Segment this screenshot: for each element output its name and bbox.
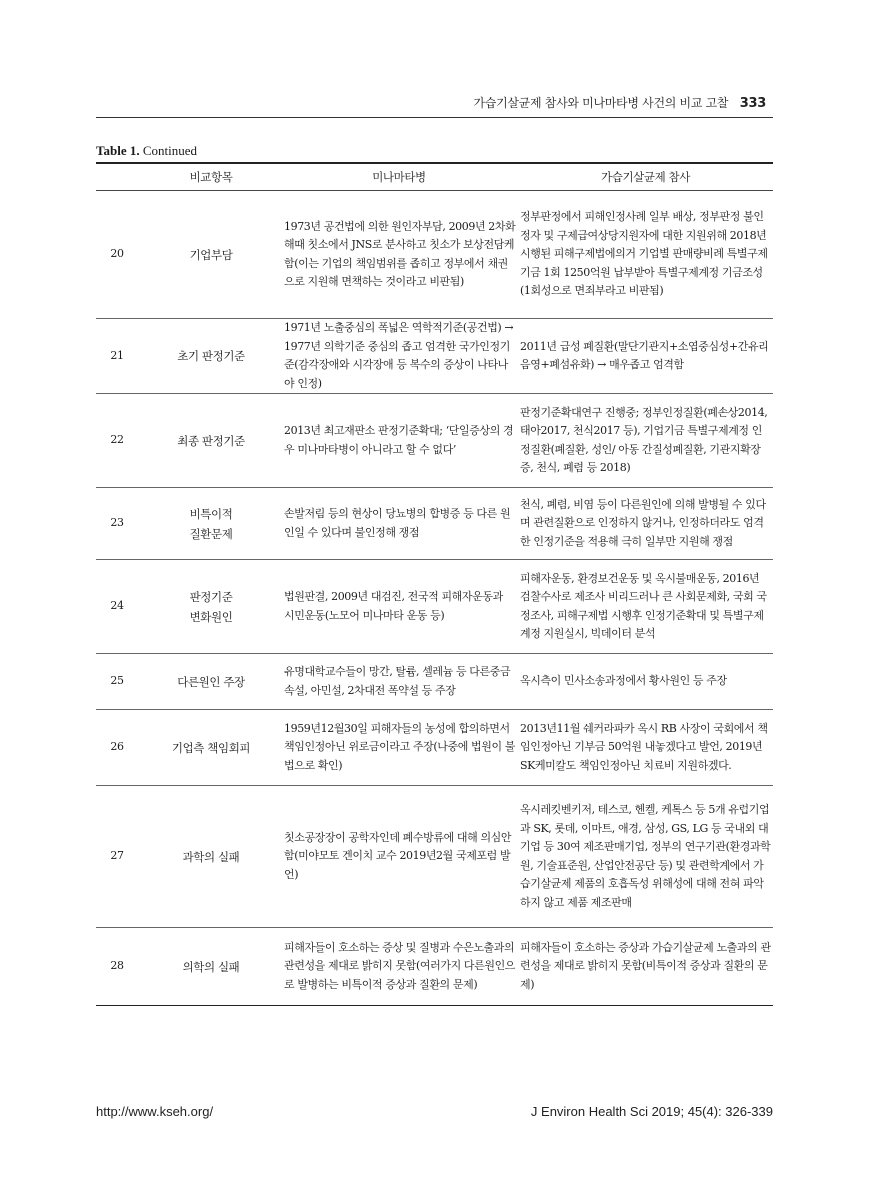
row-number: 22: [110, 433, 124, 447]
row-humidifier: 2013년11월 쉐커라파카 옥시 RB 사장이 국회에서 책임인정아닌 기부금 50억원 내놓겠다고 발언, 2019년 SK케미칼도 책임인정아닌 치료비 지원하겠다.: [520, 721, 768, 772]
row-number: 24: [110, 599, 124, 613]
column-header-humidifier: 가습기살균제 참사: [601, 169, 690, 184]
running-head: [474, 94, 766, 111]
row-minamata: 법원판결, 2009년 대검진, 전국적 피해자운동과 시민운동(노모어 미나마타 운동 등): [284, 590, 503, 622]
row-number: 21: [110, 348, 124, 362]
row-number: 23: [110, 516, 124, 530]
column-header-item: 비교항목: [189, 169, 233, 184]
row-number: 20: [110, 247, 124, 261]
table-caption: [96, 143, 197, 159]
table-row: [96, 786, 773, 928]
row-minamata: 2013년 최고재판소 판정기준확대; ‘단일증상의 경우 미나마타병이 아니라고 할 수 없다’: [284, 424, 514, 456]
row-minamata: 1959년12월30일 피해자들의 농성에 합의하면서 책임인정아닌 위로금이라고 주장(나중에 법원이 불법으로 확인): [284, 721, 516, 772]
table-row: [96, 394, 773, 488]
table-row: [96, 319, 773, 394]
row-item: 기업측 책임회피: [171, 740, 251, 755]
column-header-minamata: 미나마타병: [372, 169, 426, 184]
row-minamata: 피해자들이 호소하는 증상 및 질병과 수은노출과의 관련성을 제대로 밝히지 못함(여러가지 다른원인으로 발병하는 비특이적 증상과 질환의 문제): [284, 940, 516, 991]
table-row: [96, 488, 773, 560]
row-item: 과학의 실패: [182, 849, 240, 864]
table-body: [96, 191, 773, 1006]
row-humidifier: 판정기준확대연구 진행중; 정부인정질환(폐손상2014, 태아2017, 천식2017 등), 기업기금 특별구제계정 인정질환(폐질환, 성인/ 아동 간질성폐질환, 기관지확장증, 천식, 폐렴 등 2018): [520, 405, 768, 474]
row-humidifier: 피해자운동, 환경보건운동 및 옥시불매운동, 2016년 검찰수사로 제조사 비리드러나 큰 사회문제화, 국회 국정조사, 피해구제법 시행후 인정기준확대 및 특별구제계정 지원실시, 빅데이터 분석: [520, 571, 767, 640]
table-row: [96, 560, 773, 654]
row-minamata: 1971년 노출중심의 폭넓은 역학적기준(공건법) → 1977년 의학기준 중심의 좁고 엄격한 국가인정기준(감각장애와 시각장애 등 복수의 증상이 나타나야 인정): [284, 321, 514, 390]
page-number: 333: [739, 96, 766, 111]
table-row: [96, 654, 773, 710]
table-caption-text: Continued: [142, 143, 198, 158]
row-item: 다른원인 주장: [177, 674, 245, 689]
row-number: 27: [110, 849, 124, 863]
row-number: 26: [110, 740, 124, 754]
row-humidifier: 옥시레킷벤키저, 테스코, 헨켈, 케톡스 등 5개 유럽기업과 SK, 롯데, 이마트, 애경, 삼성, GS, LG 등 국내외 대기업 등 30여 제조판매기업, 정부의 연구기관(환경과학원, 기술표준원, 산업안전공단 등) 및 관련학계에서 가습기살균제 제품의 호흡독성 위해성에 대해 전혀 파악하지 않고 제품 제조판매: [520, 803, 771, 909]
footer-citation: J Environ Health Sci 2019; 45(4): 326-339: [530, 1104, 773, 1119]
header-rule: [96, 117, 773, 118]
row-humidifier: 피해자들이 호소하는 증상과 가습기살균제 노출과의 관련성을 제대로 밝히지 못함(비특이적 증상과 질환의 문제): [520, 940, 771, 991]
row-item: 판정기준 변화원인: [189, 589, 233, 624]
row-humidifier: 천식, 폐렴, 비염 등이 다른원인에 의해 발병될 수 있다며 관련질환으로 인정하지 않거나, 인정하더라도 엄격한 인정기준을 적용해 극히 일부만 지원해 쟁점: [520, 497, 766, 548]
table-row: [96, 710, 773, 786]
running-title: 가습기살균제 참사와 미나마타병 사건의 비교 고찰: [473, 96, 729, 110]
row-humidifier: 정부판정에서 피해인정사례 일부 배상, 정부판정 불인정자 및 구제급여상당지원자에 대한 지원위해 2018년 시행된 피해구제법에의거 기업별 판매량비례 특별구제기금 1회 1250억원 납부받아 특별구제계정 기금조성(1회성으로 면죄부라고 비판됨): [520, 210, 768, 298]
row-humidifier: 2011년 급성 폐질환(말단기관지+소엽중심성+간유리음영+폐섬유화) → 매우좁고 엄격함: [520, 339, 769, 371]
table-row: [96, 191, 773, 319]
table-header-row: [96, 163, 773, 191]
row-item: 초기 판정기준: [177, 349, 245, 363]
row-item: 의학의 실패: [182, 959, 240, 974]
row-item: 최종 판정기준: [177, 433, 245, 448]
row-minamata: 손발저림 등의 현상이 당뇨병의 합병증 등 다른 원인일 수 있다며 불인정해 쟁점: [284, 507, 511, 539]
comparison-table: [96, 162, 773, 1006]
footer-url: http://www.kseh.org/: [96, 1104, 214, 1119]
row-number: 28: [110, 959, 124, 973]
table-caption-label: Table 1.: [96, 143, 140, 158]
row-number: 25: [110, 674, 124, 688]
row-minamata: 유명대학교수들이 망간, 탈륨, 셀레늄 등 다른중금속설, 아민설, 2차대전 폭약설 등 주장: [284, 665, 511, 697]
table-row: [96, 928, 773, 1006]
row-minamata: 1973년 공건법에 의한 원인자부담, 2009년 2차화해때 칫소에서 JNS로 분사하고 칫소가 보상전담케 함(이는 기업의 책임범위를 좁히고 정부에서 채권으로 지원해 면책하는 것이라고 비판됨): [284, 219, 516, 288]
row-item: 기업부담: [189, 247, 233, 262]
column-header-no: [96, 163, 142, 191]
row-humidifier: 옥시측이 민사소송과정에서 황사원인 등 주장: [520, 674, 727, 688]
row-minamata: 칫소공장장이 공학자인데 폐수방류에 대해 의심안함(미야모토 겐이치 교수 2019년2월 국제포럼 발언): [284, 830, 512, 881]
row-item: 비특이적 질환문제: [189, 506, 233, 541]
